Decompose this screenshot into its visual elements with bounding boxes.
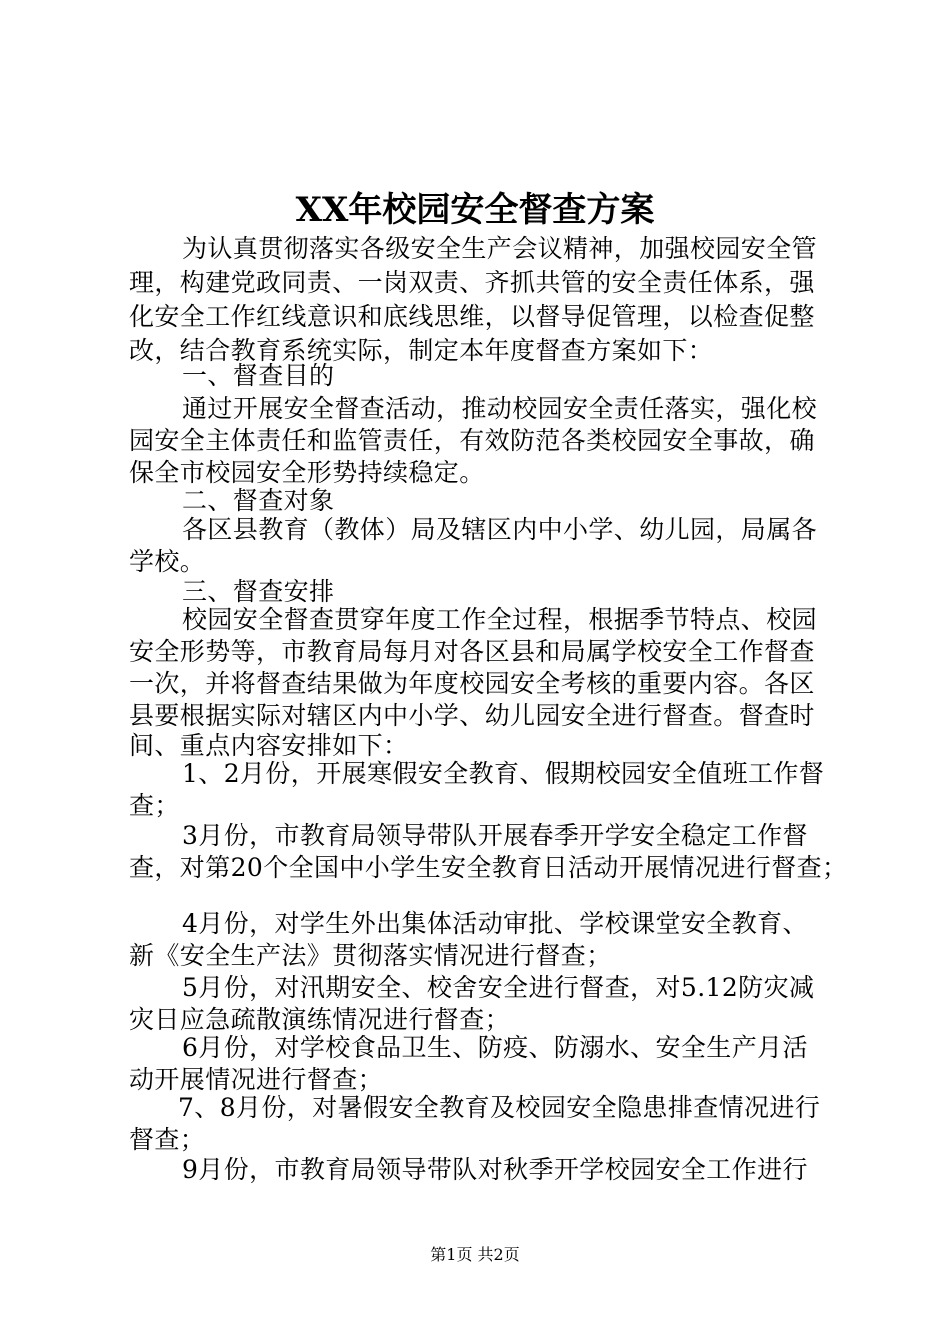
paragraph-line: 7、8月份，对暑假安全教育及校园安全隐患排查情况进行 (178, 1093, 821, 1122)
paragraph-line: 各区县教育（教体）局及辖区内中小学、幼儿园，局属各 (182, 515, 818, 544)
document-title: XX年校园安全督查方案 (295, 190, 655, 230)
paragraph-line: 动开展情况进行督查； (129, 1065, 384, 1094)
paragraph-line: 化安全工作红线意识和底线思维，以督导促管理，以检查促整 (129, 302, 815, 331)
section-heading: 一、督查目的 (182, 361, 335, 390)
paragraph-line: 4月份，对学生外出集体活动审批、学校课堂安全教育、 (182, 909, 808, 938)
paragraph-line: 5月份，对汛期安全、校舍安全进行督查，对5.12防灾减 (182, 973, 815, 1002)
paragraph-line: 县要根据实际对辖区内中小学、幼儿园安全进行督查。督查时 (129, 701, 815, 730)
paragraph-line: 保全市校园安全形势持续稳定。 (129, 458, 485, 487)
paragraph-line: 改，结合教育系统实际，制定本年度督查方案如下： (129, 336, 714, 365)
paragraph-line: 安全形势等，市教育局每月对各区县和局属学校安全工作督查 (129, 637, 815, 666)
paragraph-line: 灾日应急疏散演练情况进行督查； (129, 1005, 511, 1034)
paragraph-line: 6月份，对学校食品卫生、防疫、防溺水、安全生产月活 (182, 1033, 808, 1062)
paragraph-line: 一次，并将督查结果做为年度校园安全考核的重要内容。各区 (129, 669, 815, 698)
paragraph-line: 3月份，市教育局领导带队开展春季开学安全稳定工作督 (182, 821, 808, 850)
page-number: 第1页 共2页 (430, 1245, 520, 1264)
paragraph-line: 为认真贯彻落实各级安全生产会议精神，加强校园安全管 (182, 234, 818, 263)
paragraph-line: 9月份，市教育局领导带队对秋季开学校园安全工作进行 (182, 1155, 808, 1184)
section-heading: 三、督查安排 (182, 577, 335, 606)
paragraph-line: 间、重点内容安排如下： (129, 731, 409, 760)
paragraph-line: 新《安全生产法》贯彻落实情况进行督查； (129, 941, 612, 970)
paragraph-line: 查； (129, 791, 180, 820)
paragraph-line: 1、2月份，开展寒假安全教育、假期校园安全值班工作督 (182, 759, 825, 788)
paragraph-line: 通过开展安全督查活动，推动校园安全责任落实，强化校 (182, 394, 818, 423)
paragraph-line: 园安全主体责任和监管责任，有效防范各类校园安全事故，确 (129, 426, 815, 455)
paragraph-line: 理，构建党政同责、一岗双责、齐抓共管的安全责任体系，强 (129, 268, 815, 297)
paragraph-line: 学校。 (129, 547, 206, 576)
paragraph-line: 查，对第20个全国中小学生安全教育日活动开展情况进行督查； (129, 853, 848, 882)
paragraph-line: 校园安全督查贯穿年度工作全过程，根据季节特点、校园 (182, 605, 818, 634)
paragraph-line: 督查； (129, 1125, 206, 1154)
section-heading: 二、督查对象 (182, 486, 335, 515)
